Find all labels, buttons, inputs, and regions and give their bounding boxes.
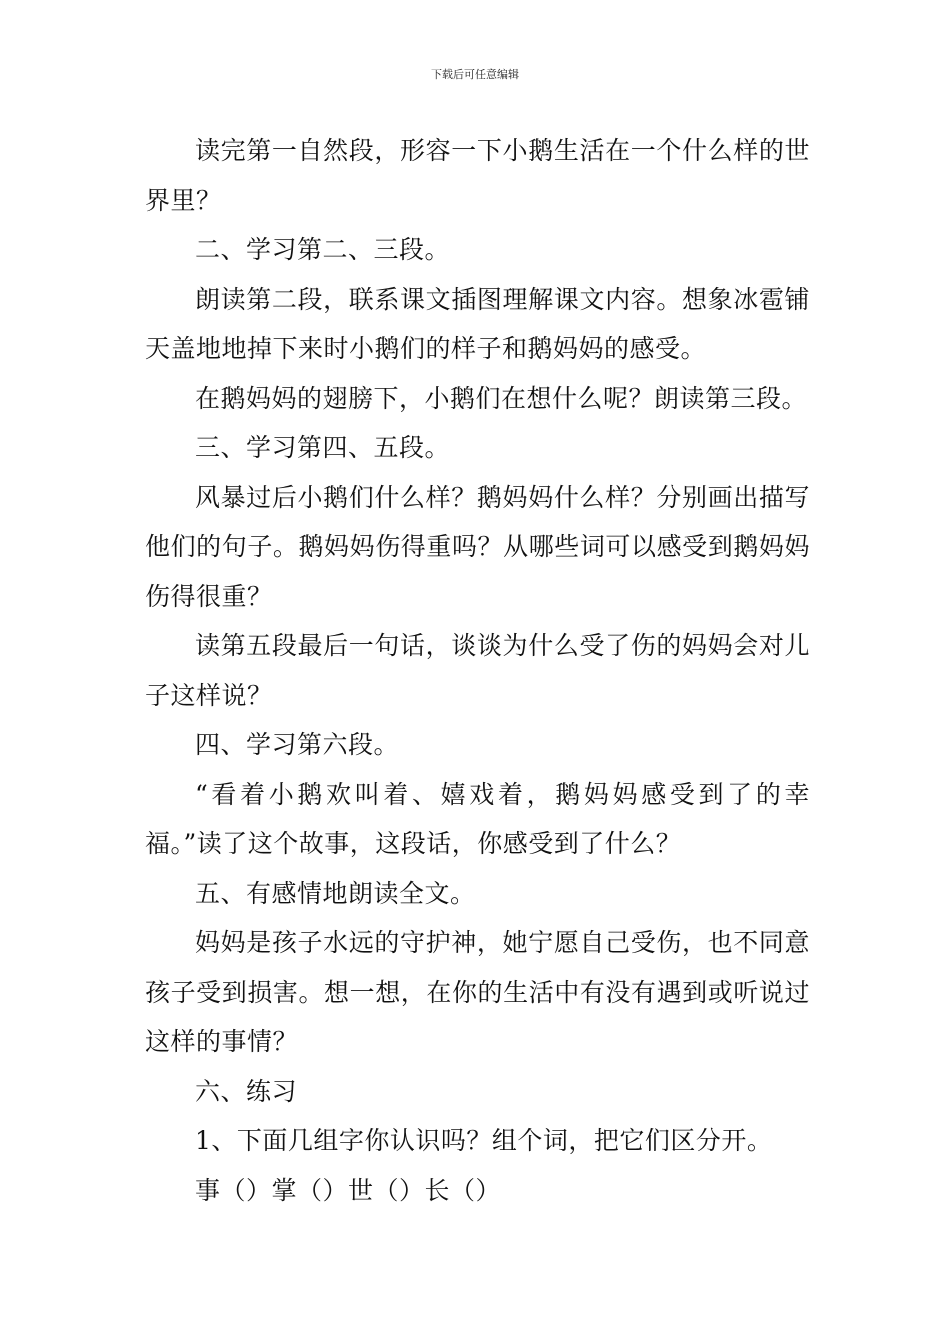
exercise-characters: 事（）掌（）世（）长（） [195,1175,502,1205]
paragraph-4: 在鹅妈妈的翅膀下，小鹅们在想什么呢？朗读第三段。 [195,383,808,413]
paragraph-7: 读第五段最后一句话，谈谈为什么受了伤的妈妈会对儿子这样说？ [145,631,810,710]
section-heading-2: 二、学习第二、三段。 [195,235,451,264]
paragraph-6: 风暴过后小鹅们什么样？鹅妈妈什么样？分别画出描写他们的句子。鹅妈妈伤得重吗？从哪些词可以感受到鹅妈妈伤得很重？ [145,482,810,611]
paragraph-1: 读完第一自然段，形容一下小鹅生活在一个什么样的世界里？ [145,136,810,215]
paragraph-3: 朗读第二段，联系课文插图理解课文内容。想象冰雹铺天盖地地掉下来时小鹅们的样子和鹅妈妈的感受。 [145,284,810,363]
exercise-item-1: 1、下面几组字你认识吗？组个词，把它们区分开。 [195,1126,773,1155]
paragraph-9: “看着小鹅欢叫着、嬉戏着，鹅妈妈感受到了的幸福。”读了这个故事，这段话，你感受到了什么？ [145,779,810,858]
paragraph-11: 妈妈是孩子水远的守护神，她宁愿自己受伤，也不同意孩子受到损害。想一想，在你的生活中有没有遇到或听说过这样的事情？ [145,928,810,1056]
document-body [145,126,810,1215]
section-heading-12: 六、练习 [195,1076,298,1106]
section-heading-10: 五、有感情地朗读全文。 [195,878,476,908]
section-heading-5: 三、学习第四、五段。 [195,433,451,462]
page-header: 下载后可任意编辑 [431,68,519,81]
section-heading-8: 四、学习第六段。 [195,730,400,759]
